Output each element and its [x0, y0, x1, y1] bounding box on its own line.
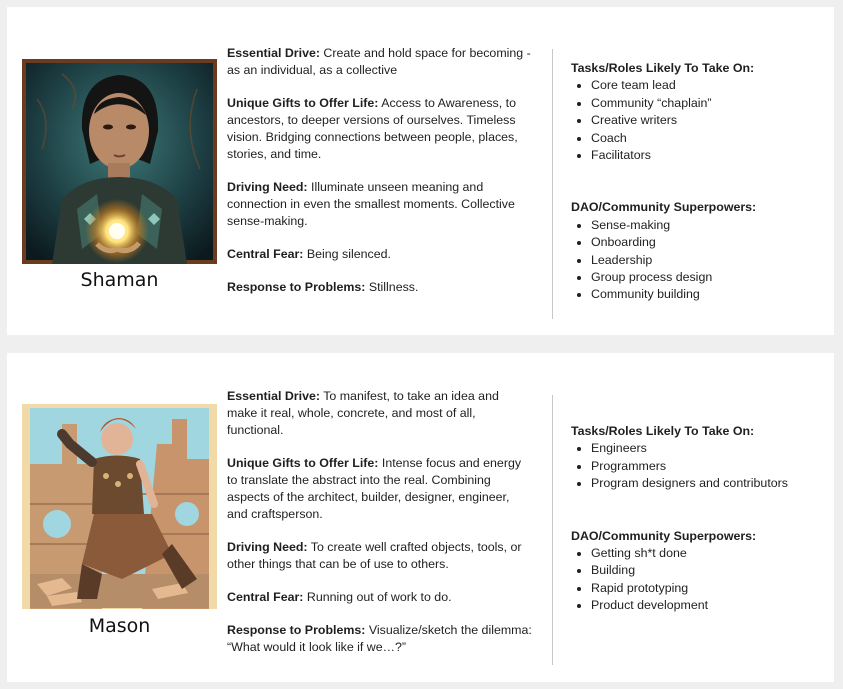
roles-column [571, 423, 826, 615]
driving-need-text: To create well crafted objects, tools, or other things that can be of use to others. [227, 540, 522, 571]
archetype-name: Mason [88, 615, 151, 637]
shaman-illustration [22, 59, 217, 264]
essential-drive-label: Essential Drive: [227, 389, 320, 403]
list-item: • Coach [591, 130, 826, 147]
shaman-portrait [22, 59, 217, 264]
essential-drive-text: Create and hold space for becoming - as an individual, as a collective [227, 46, 531, 77]
roles-column [571, 60, 826, 304]
tasks-list [571, 440, 826, 492]
list-item: • Onboarding [591, 234, 826, 251]
driving-need [227, 179, 532, 230]
mason-portrait [22, 404, 217, 609]
archetype-description [227, 388, 532, 672]
list-item: • Group process design [591, 269, 826, 286]
superpowers-heading: DAO/Community Superpowers: [571, 200, 757, 215]
essential-drive-label: Essential Drive: [227, 46, 320, 60]
essential-drive [227, 45, 532, 79]
list-item: • Rapid prototyping [591, 580, 826, 597]
central-fear-label: Central Fear: [227, 590, 304, 604]
unique-gifts [227, 455, 532, 523]
response-text: Visualize/sketch the dilemma: “What would it look like if we…?” [227, 623, 532, 654]
tasks-heading: Tasks/Roles Likely To Take On: [571, 424, 755, 438]
superpowers-heading: DAO/Community Superpowers: [571, 528, 757, 543]
driving-need-label: Driving Need: [227, 540, 308, 554]
list-item: • Getting sh*t done [591, 545, 826, 562]
central-fear-text: Running out of work to do. [303, 590, 452, 604]
archetype-card-mason [7, 353, 834, 682]
response-label: Response to Problems: [227, 623, 366, 637]
list-item: • Programmers [591, 458, 826, 475]
driving-need-label: Driving Need: [227, 180, 308, 194]
list-item: • Community building [591, 286, 826, 303]
mason-illustration [22, 404, 217, 609]
driving-need-text: Illuminate unseen meaning and connection in even the smallest moments. Collective sense-making. [227, 180, 515, 228]
response-to-problems [227, 622, 532, 656]
tasks-heading: Tasks/Roles Likely To Take On: [571, 61, 755, 75]
unique-gifts-text: Intense focus and energy to translate the abstract into the real. Combining aspects of the architect, builder, designer, engineer, and craftsperson. [227, 456, 522, 521]
central-fear [227, 246, 532, 263]
unique-gifts-label: Unique Gifts to Offer Life: [227, 96, 379, 110]
list-item: • Facilitators [591, 147, 826, 164]
list-item: • Leadership [591, 252, 826, 269]
list-item: • Core team lead [591, 77, 826, 94]
list-item: • Product development [591, 597, 826, 614]
response-label: Response to Problems: [227, 280, 366, 294]
central-fear-label: Central Fear: [227, 247, 304, 261]
response-text: Stillness. [365, 280, 419, 294]
essential-drive [227, 388, 532, 439]
list-item: • Program designers and contributors [591, 475, 826, 492]
list-item: • Community “chaplain” [591, 95, 826, 112]
unique-gifts [227, 95, 532, 163]
archetype-card-shaman [7, 7, 834, 335]
superpowers-list [571, 217, 826, 304]
response-to-problems [227, 279, 532, 296]
unique-gifts-text: Access to Awareness, to ancestors, to deeper versions of ourselves. Timeless vision. Bridging connections between people, places, stories, and time. [227, 96, 518, 161]
superpowers-list [571, 545, 826, 615]
archetype-description [227, 45, 532, 312]
driving-need [227, 539, 532, 573]
divider [552, 49, 553, 319]
list-item: • Building [591, 562, 826, 579]
tasks-list [571, 77, 826, 164]
list-item: • Engineers [591, 440, 826, 457]
essential-drive-text: To manifest, to take an idea and make it real, whole, concrete, and most of all, functional. [227, 389, 499, 437]
list-item: • Creative writers [591, 112, 826, 129]
list-item: • Sense-making [591, 217, 826, 234]
central-fear [227, 589, 532, 606]
divider [552, 395, 553, 665]
unique-gifts-label: Unique Gifts to Offer Life: [227, 456, 379, 470]
central-fear-text: Being silenced. [303, 247, 391, 261]
archetype-name: Shaman [80, 269, 159, 291]
